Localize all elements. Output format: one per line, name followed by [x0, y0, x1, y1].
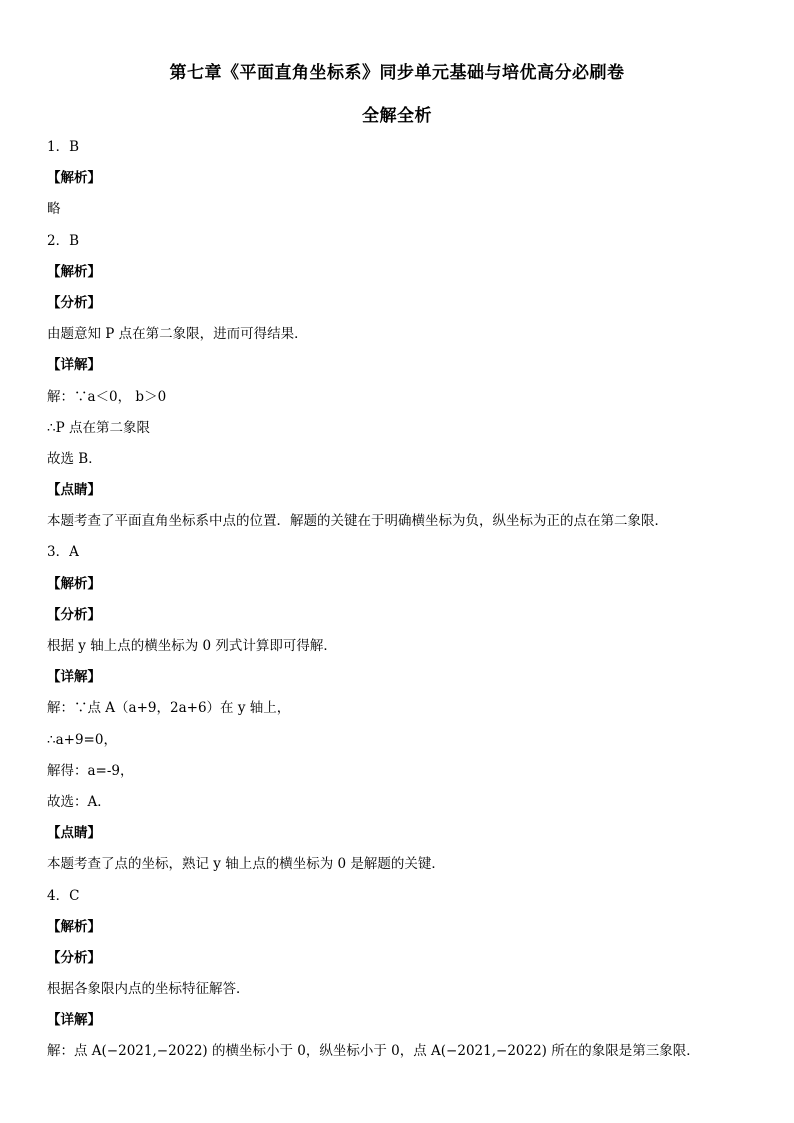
text-line: 由题意知 P 点在第二象限，进而可得结果．: [47, 326, 308, 343]
section-heading: 【详解】: [47, 1012, 101, 1029]
section-heading: 【点睛】: [47, 482, 101, 499]
answer-number: 2．B: [47, 232, 80, 249]
text-line: 故选 B．: [47, 450, 102, 467]
text-line: 根据各象限内点的坐标特征解答．: [47, 981, 250, 998]
document-subtitle: 全解全析: [362, 106, 432, 126]
section-heading: 【分析】: [47, 949, 101, 966]
section-heading: 【解析】: [47, 918, 101, 935]
section-heading: 【解析】: [47, 170, 101, 187]
answer-number: 1．B: [47, 139, 80, 155]
text-line: 解得：a=-9，: [47, 762, 134, 779]
section-heading: 【点睛】: [47, 825, 101, 842]
section-heading: 【详解】: [47, 669, 101, 686]
text-line: 略: [47, 201, 61, 218]
text-line: 故选：A．: [47, 793, 111, 810]
section-heading: 【分析】: [47, 294, 101, 311]
section-heading: 【分析】: [47, 606, 101, 623]
text-line: 本题考查了点的坐标，熟记 y 轴上点的横坐标为 0 是解题的关键．: [47, 856, 445, 873]
section-heading: 【解析】: [47, 575, 101, 592]
answer-number: 4．C: [47, 887, 80, 904]
document-title: 第七章《平面直角坐标系》同步单元基础与培优高分必刷卷: [169, 63, 625, 83]
text-line: ∴P 点在第二象限: [47, 419, 150, 436]
text-line: 解：∵点 A（a+9，2a+6）在 y 轴上，: [47, 700, 291, 717]
text-line: 根据 y 轴上点的横坐标为 0 列式计算即可得解．: [47, 638, 337, 654]
section-heading: 【详解】: [47, 357, 101, 374]
text-line: ∴a+9=0，: [47, 731, 117, 748]
answer-number: 3．A: [47, 544, 79, 561]
text-line: 解：点 A(−2021,−2022) 的横坐标小于 0，纵坐标小于 0，点 A(−2021,−2022) 所在的象限是第三象限．: [47, 1043, 700, 1060]
answer-list: [47, 136, 767, 1072]
text-line: 本题考查了平面直角坐标系中点的位置．解题的关键在于明确横坐标为负，纵坐标为正的点在第二象限．: [47, 513, 668, 530]
text-line: 解：∵a＜0， b＞0: [47, 388, 167, 405]
section-heading: 【解析】: [47, 263, 101, 280]
